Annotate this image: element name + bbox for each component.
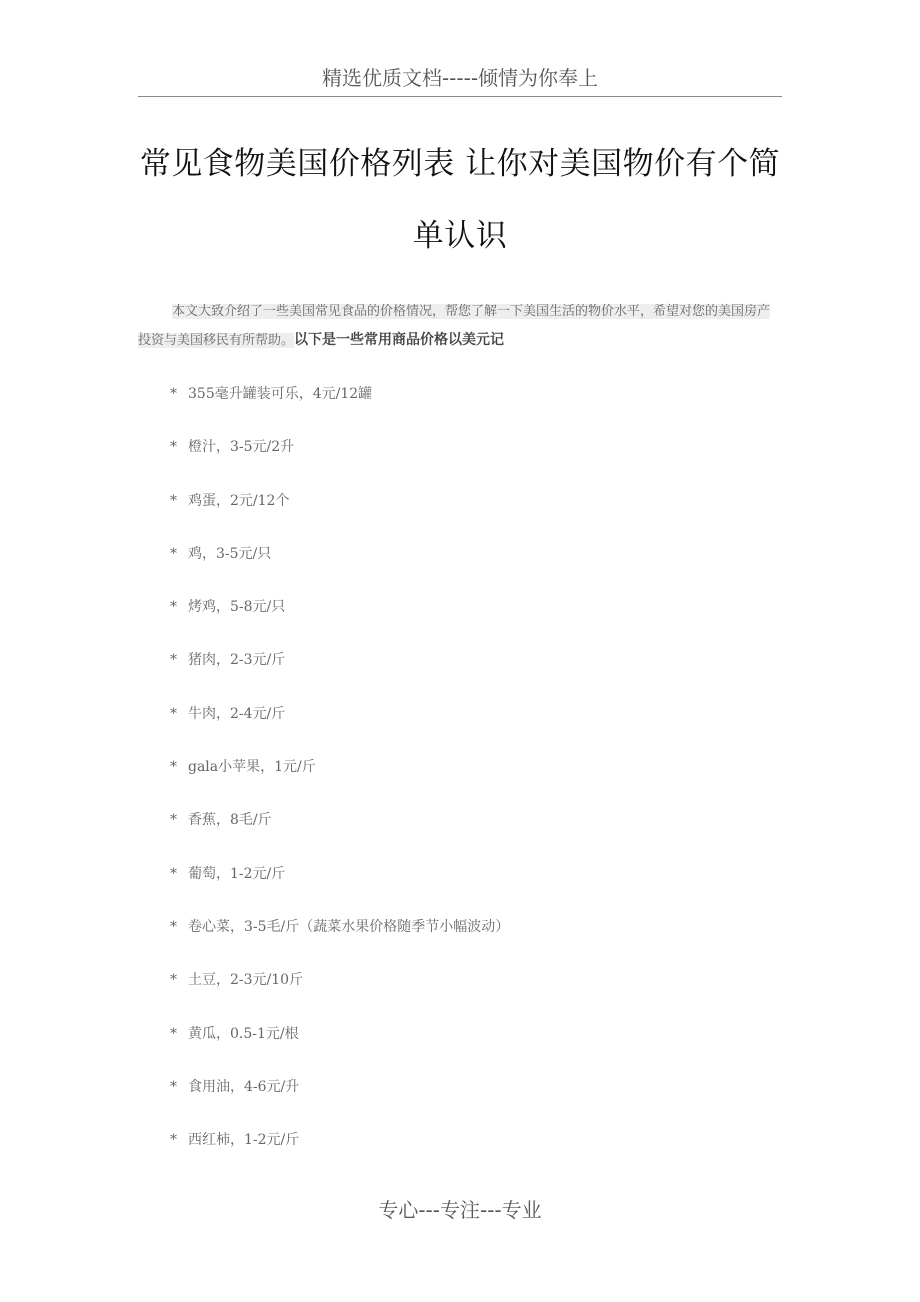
price-item — [170, 1021, 509, 1074]
bullet-mark: * — [170, 812, 177, 829]
price-item-text: 牛肉，2-4元/斤 — [188, 705, 286, 722]
bullet-mark: * — [170, 439, 177, 456]
price-item — [170, 647, 509, 700]
title-line-1: 常见食物美国价格列表 让你对美国物价有个简 — [139, 146, 781, 182]
price-item — [170, 914, 509, 967]
bullet-mark: * — [170, 705, 177, 722]
bullet-mark: * — [170, 599, 177, 616]
price-item-text: 烤鸡，5-8元/只 — [188, 599, 286, 616]
price-item-text: 猪肉，2-3元/斤 — [188, 652, 286, 669]
price-item-text: 香蕉，8毛/斤 — [188, 812, 272, 829]
price-item — [170, 594, 509, 647]
price-item-text: 鸡蛋，2元/12个 — [188, 492, 290, 509]
price-item-text: 西红柿，1-2元/斤 — [188, 1132, 300, 1149]
price-item-text: 食用油，4-6元/升 — [188, 1078, 300, 1095]
price-item-text: 黄瓜，0.5-1元/根 — [188, 1025, 299, 1042]
price-item — [170, 488, 509, 541]
price-item — [170, 381, 509, 434]
bullet-mark: * — [170, 1078, 177, 1095]
bullet-mark: * — [170, 759, 177, 776]
price-item — [170, 861, 509, 914]
bullet-mark: * — [170, 865, 177, 882]
bullet-mark: * — [170, 545, 177, 562]
bullet-mark: * — [170, 652, 177, 669]
bullet-mark: * — [170, 386, 177, 402]
page-footer: 专心---专注---专业 — [378, 1198, 542, 1222]
price-item-text: 葡萄，1-2元/斤 — [188, 865, 286, 882]
price-list — [170, 381, 509, 1180]
price-item — [170, 541, 509, 594]
price-item — [170, 967, 509, 1020]
price-item — [170, 1074, 509, 1127]
price-item — [170, 807, 509, 860]
title-line-2: 单认识 — [412, 218, 508, 254]
price-item-text: 橙汁，3-5元/2升 — [188, 439, 295, 456]
price-item-text: 卷心菜，3-5毛/斤（蔬菜水果价格随季节小幅波动） — [188, 918, 510, 935]
intro-lead: 以下是一些常用商品价格以美元记 — [294, 332, 505, 348]
bullet-mark: * — [170, 918, 177, 935]
price-item — [170, 1127, 509, 1180]
intro-paragraph — [138, 298, 776, 355]
document-title — [138, 128, 782, 272]
price-item — [170, 434, 509, 487]
bullet-mark: * — [170, 1025, 177, 1042]
price-item — [170, 754, 509, 807]
page-header: 精选优质文档-----倾情为你奉上 — [138, 64, 782, 97]
bullet-mark: * — [170, 492, 177, 509]
price-item-text: 土豆，2-3元/10斤 — [188, 972, 304, 989]
price-item — [170, 701, 509, 754]
bullet-mark: * — [170, 972, 177, 989]
intro-highlight: 本文大致介绍了一些美国常见食品的价格情况，帮您了解一下美国生活的物价水平，希望对您的美国房产投资与美国移民有所帮助。 — [138, 304, 771, 348]
price-item-text: 355毫升罐装可乐，4元/12罐 — [188, 386, 373, 402]
bullet-mark: * — [170, 1132, 177, 1149]
price-item-text: 鸡，3-5元/只 — [188, 545, 272, 562]
price-item-text: gala小苹果，1元/斤 — [188, 759, 316, 776]
